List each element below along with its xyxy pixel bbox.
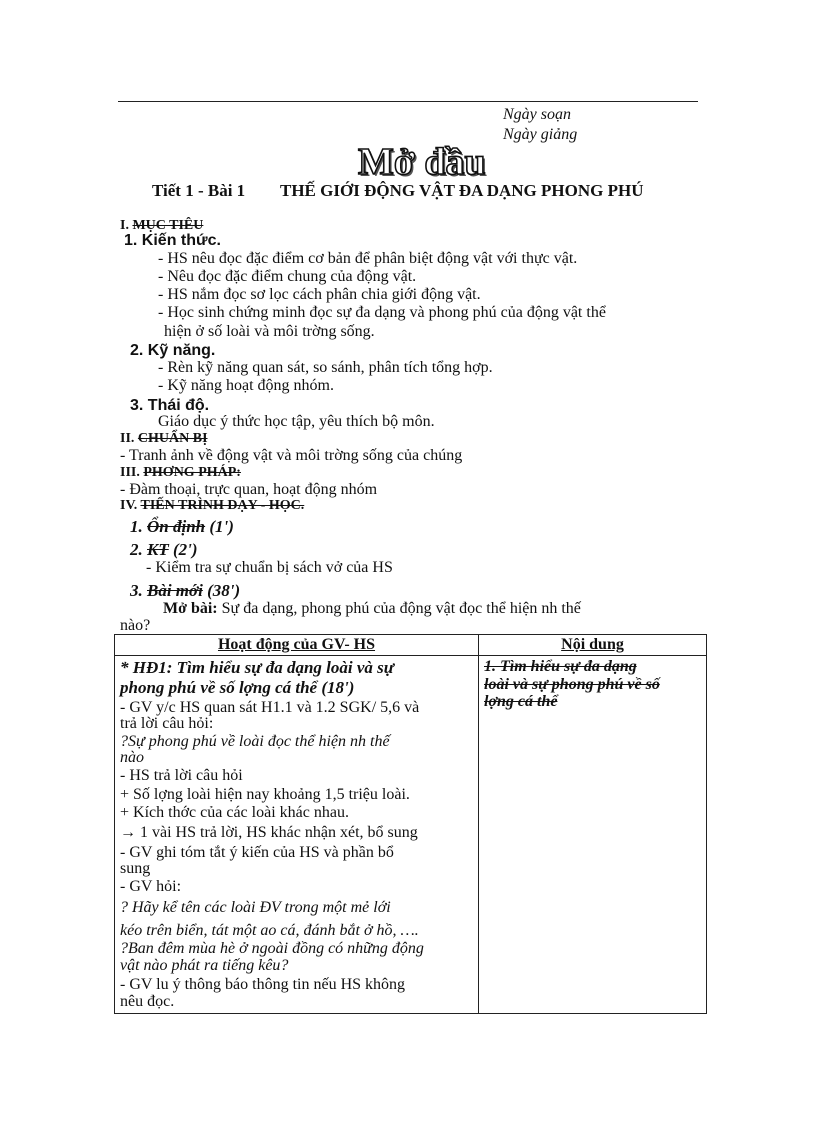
content-cell (479, 656, 707, 1014)
section-heading: CHUẨN BỊ (137, 431, 208, 446)
hd1-line: phong phú về số lợng cá thể (18') (120, 678, 355, 697)
activity-line: sung (120, 860, 151, 877)
hd1-line: * HĐ1: Tìm hiểu sự đa dạng loài và sự (120, 658, 394, 677)
lesson-title: THẾ GIỚI ĐỘNG VẬT ĐA DẠNG PHONG PHÚ (280, 181, 644, 200)
activity-line: + Số lợng loài hiện nay khoảng 1,5 triệu loài. (120, 786, 410, 803)
step-number: 1. (130, 517, 143, 536)
activity-line: - GV ghi tóm tắt ý kiến của HS và phần bổ (120, 844, 394, 861)
chuan-bi-text: - Tranh ảnh về động vật và môi trờng sống của chúng (120, 447, 463, 464)
col-header-content: Nội dung (479, 635, 707, 656)
content-line (484, 658, 637, 676)
step-title: Ổn định (147, 517, 206, 536)
ky-nang-title: 2. Kỹ năng. (130, 342, 216, 359)
kien-thuc-item: - Nêu đọc đặc điểm chung của động vật. (158, 268, 417, 285)
mo-bai-text-cont: nào? (120, 617, 151, 634)
activity-line: - GV y/c HS quan sát H1.1 và 1.2 SGK/ 5,6 và (120, 699, 420, 716)
step-number: 2. (130, 540, 143, 559)
content-heading-text: loài và sự phong phú về số (484, 676, 660, 693)
section-phuong-phap (120, 465, 241, 481)
step-3 (130, 581, 240, 601)
section-number: IV. (120, 498, 138, 513)
activity-line: ?Ban đêm mùa hè ở ngoài đồng có những động (120, 940, 424, 957)
step-time: (1') (209, 517, 234, 536)
kien-thuc-title: 1. Kiến thức. (124, 232, 221, 249)
activity-line: - GV hỏi: (120, 878, 182, 895)
ky-nang-item: - Rèn kỹ năng quan sát, so sánh, phân tích tổng hợp. (158, 359, 493, 376)
step-title: KT (147, 540, 169, 559)
content-line (484, 676, 660, 694)
activity-line: trả lời câu hỏi: (120, 715, 214, 732)
ngay-soan: Ngày soạn (503, 106, 571, 123)
step-time: (38') (207, 581, 241, 600)
activity-table (114, 634, 707, 1014)
activity-line: - HS trả lời câu hỏi (120, 767, 243, 784)
activity-line: nào (120, 749, 144, 766)
header-rule (118, 101, 698, 102)
thai-do-text: Giáo dục ý thức học tập, yêu thích bộ môn. (158, 413, 435, 430)
step-2 (130, 540, 198, 560)
lesson-number: Tiết 1 - Bài 1 (152, 181, 246, 200)
activities-cell (115, 656, 479, 1014)
mo-bai (163, 600, 581, 618)
phuong-phap-text: - Đàm thoại, trực quan, hoạt động nhóm (120, 481, 378, 498)
wordart-title: Mở đầu (358, 141, 486, 183)
section-number: III. (120, 465, 140, 480)
ngay-giang: Ngày giảng (503, 126, 578, 143)
section-chuan-bi (120, 431, 208, 447)
step-title: Bài mới (147, 581, 203, 600)
activity-line: nêu đọc. (120, 993, 175, 1010)
activity-line: → 1 vài HS trả lời, HS khác nhận xét, bổ sung (120, 824, 418, 841)
section-tien-trinh (120, 498, 304, 514)
step-number: 3. (130, 581, 143, 600)
activity-line: kéo trên biển, tát một ao cá, đánh bắt ở hồ, …. (120, 922, 419, 939)
activity-line: ?Sự phong phú về loài đọc thể hiện nh thế (120, 733, 390, 750)
mo-bai-label: Mở bài: (163, 600, 218, 617)
activity-line: - GV lu ý thông báo thông tin nếu HS không (120, 976, 406, 993)
section-number: I. (120, 218, 129, 233)
activity-line: + Kích thớc của các loài khác nhau. (120, 804, 349, 821)
content-heading-text: lợng cá thể (484, 693, 558, 710)
table-row (115, 656, 707, 1014)
content-line (484, 693, 557, 711)
step-time: (2') (172, 540, 198, 559)
section-heading: PHƠNG PHÁP: (143, 465, 241, 480)
kien-thuc-item: - HS nắm đọc sơ lọc cách phân chia giới động vật. (158, 286, 481, 303)
section-heading: TIẾN TRÌNH DẠY - HỌC. (140, 498, 305, 513)
mo-bai-text: Sự đa dạng, phong phú của động vật đọc thể hiện nh thế (221, 600, 581, 617)
table-header-row (115, 635, 707, 656)
step-2-text: - Kiểm tra sự chuẩn bị sách vở của HS (146, 559, 393, 576)
kien-thuc-item: - HS nêu đọc đặc điểm cơ bản để phân biệt động vật với thực vật. (158, 250, 578, 267)
thai-do-title: 3. Thái độ. (130, 397, 210, 414)
kien-thuc-item: - Học sinh chứng minh đọc sự đa dạng và phong phú của động vật thể (158, 304, 606, 321)
section-number: II. (120, 431, 135, 446)
step-1 (130, 517, 234, 537)
ky-nang-item: - Kỹ năng hoạt động nhóm. (158, 377, 334, 394)
section-heading: MỤC TIÊU (132, 218, 204, 233)
kien-thuc-item: hiện ở số loài và môi trờng sống. (164, 323, 375, 340)
activity-line: ? Hãy kể tên các loài ĐV trong một mẻ lới (120, 899, 391, 916)
col-header-activities: Hoạt động của GV- HS (115, 635, 479, 656)
content-heading-text: 1. Tìm hiểu sự đa dạng (484, 658, 637, 675)
activity-line: vật nào phát ra tiếng kêu? (120, 957, 289, 974)
